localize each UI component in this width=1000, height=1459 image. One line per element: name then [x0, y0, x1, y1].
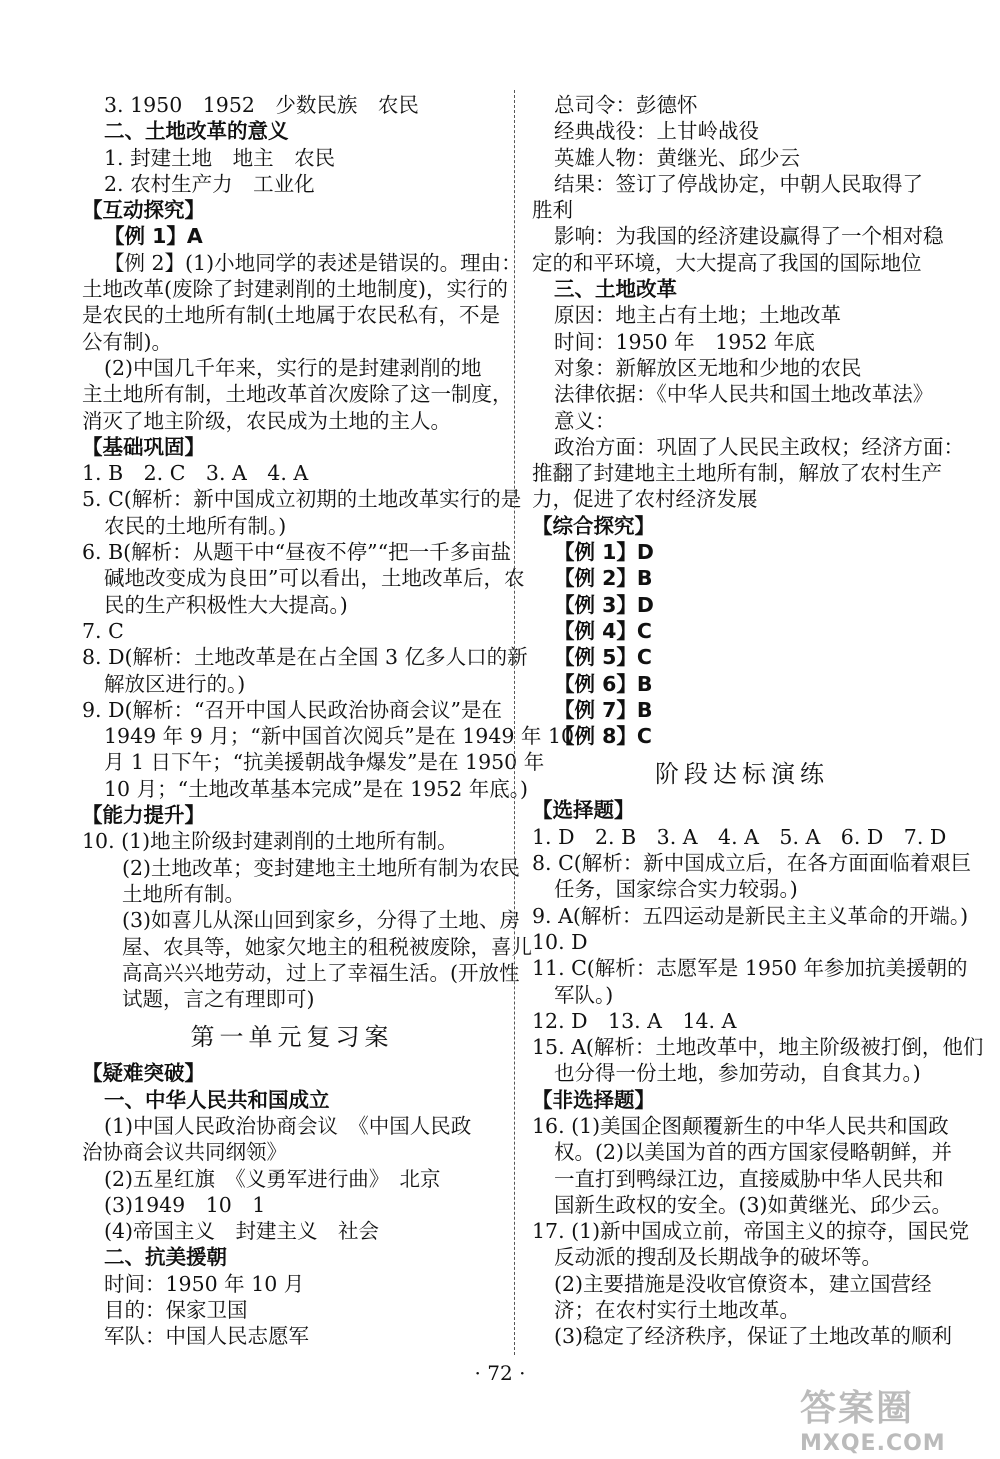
- text-line: 法律依据：《中华人民共和国土地改革法》: [554, 382, 934, 407]
- text-line: 军队：中国人民志愿军: [104, 1324, 309, 1349]
- text-line: 10 月；“土地改革基本完成”是在 1952 年底。): [104, 776, 529, 801]
- text-line: 一直打到鸭绿江边，直接威胁中华人民共和: [554, 1166, 944, 1191]
- text-line: 对象：新解放区无地和少地的农民: [554, 355, 862, 380]
- text-line: 总司令：彭德怀: [554, 93, 698, 117]
- text-line: 高高兴兴地劳动，过上了幸福生活。(开放性: [122, 960, 520, 985]
- watermark-logo: [800, 1380, 946, 1456]
- text-line: (3)稳定了经济秩序，保证了土地改革的顺利: [554, 1324, 953, 1349]
- watermark-top: 答案圈: [800, 1388, 915, 1429]
- text-line: 任务，国家综合实力较弱。): [554, 877, 798, 902]
- text-line: 15. A(解析：土地改革中，地主阶级被打倒，他们: [532, 1035, 984, 1060]
- text-line: 碱地改变成为良田”可以看出，土地改革后，农: [104, 566, 525, 591]
- right-column: [532, 92, 984, 1350]
- column-divider: [514, 90, 515, 1355]
- text-line: 时间：1950 年 1952 年底: [554, 329, 815, 354]
- text-line: 【例 5】C: [554, 645, 652, 670]
- text-line: 12. D 13. A 14. A: [532, 1008, 737, 1033]
- page-number: · 72 ·: [474, 1361, 526, 1385]
- text-line: 试题，言之有理即可): [122, 987, 315, 1012]
- text-line: 9. A(解析：五四运动是新民主主义革命的开端。): [532, 903, 969, 928]
- text-line: 权。(2)以美国为首的西方国家侵略朝鲜，并: [554, 1140, 953, 1165]
- text-line: (3)如喜儿从深山回到家乡，分得了土地、房: [122, 908, 521, 933]
- text-line: (2)主要措施是没收官僚资本，建立国营经: [554, 1271, 932, 1296]
- text-line: 5. C(解析：新中国成立初期的土地改革实行的是: [82, 487, 522, 512]
- text-line: 土地所有制。: [122, 881, 245, 906]
- text-line: (1)中国人民政治协商会议 《中国人民政: [104, 1113, 472, 1138]
- text-line: 【疑难突破】: [82, 1061, 205, 1086]
- text-line: 推翻了封建地主土地所有制，解放了农村生产: [532, 461, 942, 486]
- text-line: 月 1 日下午；“抗美援朝战争爆发”是在 1950 年: [104, 750, 545, 775]
- text-line: 军队。): [554, 982, 614, 1007]
- text-line: 结果：签订了停战协定，中朝人民取得了: [554, 171, 923, 196]
- text-line: 目的：保家卫国: [104, 1298, 248, 1323]
- text-line: 【基础巩固】: [82, 434, 205, 459]
- text-line: 【例 4】C: [554, 618, 652, 643]
- text-line: 民的生产积极性大大提高。): [104, 592, 348, 617]
- text-line: 济；在农村实行土地改革。: [554, 1298, 800, 1323]
- text-line: 治协商会议共同纲领》: [82, 1140, 287, 1165]
- text-line: (2)中国几千年来，实行的是封建剥削的地: [104, 355, 482, 380]
- text-line: 农民的土地所有制。): [104, 513, 287, 538]
- text-line: 政治方面：巩固了人民民主政权；经济方面：: [554, 434, 964, 459]
- text-line: 3. 1950 1952 少数民族 农民: [104, 93, 419, 117]
- text-line: 原因：地主占有土地；土地改革: [554, 303, 841, 328]
- text-line: 11. C(解析：志愿军是 1950 年参加抗美援朝的: [532, 956, 968, 981]
- text-line: 消灭了地主阶级，农民成为土地的主人。: [82, 408, 451, 433]
- text-line: 经典战役：上甘岭战役: [554, 119, 759, 144]
- text-line: 胜利: [532, 198, 573, 223]
- text-line: 7. C: [82, 618, 124, 643]
- text-line: 主土地所有制，土地改革首次废除了这一制度，: [82, 382, 513, 407]
- text-line: 【例 1】A: [104, 224, 203, 249]
- text-line: 英雄人物：黄继光、邱少云: [554, 145, 800, 170]
- text-line: (2)土地改革；变封建地主土地所有制为农民: [122, 855, 521, 880]
- text-line: 1. 封建土地 地主 农民: [104, 145, 336, 170]
- watermark-bottom: MXQE.COM: [800, 1431, 946, 1456]
- section-title: 阶段达标演练: [655, 760, 829, 789]
- text-line: 屋、农具等，她家欠地主的租税被废除，喜儿: [122, 934, 532, 959]
- text-line: 【能力提升】: [82, 803, 205, 828]
- text-line: 16. (1)美国企图颠覆新生的中华人民共和国政: [532, 1113, 949, 1138]
- text-line: (3)1949 10 1: [104, 1192, 266, 1217]
- text-line: 10. D: [532, 929, 588, 954]
- text-line: 国新生政权的安全。(3)如黄继光、邱少云。: [554, 1192, 953, 1217]
- text-line: 1. D 2. B 3. A 4. A 5. A 6. D 7. D: [532, 824, 947, 849]
- text-line: 【例 3】D: [554, 592, 654, 617]
- text-line: 【例 2】B: [554, 566, 653, 591]
- text-line: 公有制)。: [82, 329, 172, 354]
- text-line: 【综合探究】: [532, 513, 655, 538]
- text-line: 也分得一份土地，参加劳动，自食其力。): [554, 1061, 921, 1086]
- text-line: 一、中华人民共和国成立: [104, 1087, 330, 1112]
- text-line: 时间：1950 年 10 月: [104, 1271, 305, 1296]
- text-line: 【非选择题】: [532, 1087, 655, 1112]
- text-line: 力，促进了农村经济发展: [532, 487, 758, 512]
- text-line: 8. C(解析：新中国成立后，在各方面面临着艰巨: [532, 851, 972, 876]
- text-line: 6. B(解析：从题干中“昼夜不停”“把一千多亩盐: [82, 540, 512, 565]
- text-line: 【例 8】C: [554, 724, 652, 749]
- text-line: 17. (1)新中国成立前，帝国主义的掠夺，国民党: [532, 1219, 970, 1244]
- text-line: 二、抗美援朝: [104, 1245, 227, 1270]
- text-line: 8. D(解析：土地改革是在占全国 3 亿多人口的新: [82, 645, 528, 670]
- text-line: 【例 6】B: [554, 671, 653, 696]
- text-line: 【例 7】B: [554, 697, 653, 722]
- section-title: 第一单元复习案: [190, 1023, 394, 1052]
- text-line: 影响：为我国的经济建设赢得了一个相对稳: [554, 224, 944, 249]
- text-line: 1. B 2. C 3. A 4. A: [82, 461, 309, 486]
- text-line: 【例 2】(1)小地同学的表述是错误的。理由：: [104, 250, 522, 275]
- text-line: 三、土地改革: [554, 277, 677, 302]
- text-line: 反动派的搜刮及长期战争的破坏等。: [554, 1245, 882, 1270]
- text-line: 二、土地改革的意义: [104, 119, 289, 144]
- text-line: 是农民的土地所有制(土地属于农民私有，不是: [82, 303, 500, 328]
- text-line: (4)帝国主义 封建主义 社会: [104, 1219, 380, 1244]
- text-line: 定的和平环境，大大提高了我国的国际地位: [532, 250, 922, 275]
- text-line: 10. (1)地主阶级封建剥削的土地所有制。: [82, 829, 458, 854]
- text-line: 【选择题】: [532, 798, 635, 823]
- text-line: 1949 年 9 月；“新中国首次阅兵”是在 1949 年 10: [104, 724, 575, 749]
- text-line: 【例 1】D: [554, 540, 654, 565]
- text-line: 解放区进行的。): [104, 671, 246, 696]
- text-line: 【互动探究】: [82, 198, 205, 223]
- text-line: 意义：: [554, 408, 616, 433]
- text-line: (2)五星红旗 《义勇军进行曲》 北京: [104, 1166, 441, 1191]
- text-line: 2. 农村生产力 工业化: [104, 171, 315, 196]
- text-line: 土地改革(废除了封建剥削的土地制度)，实行的: [82, 277, 508, 302]
- text-line: 9. D(解析：“召开中国人民政治协商会议”是在: [82, 697, 502, 722]
